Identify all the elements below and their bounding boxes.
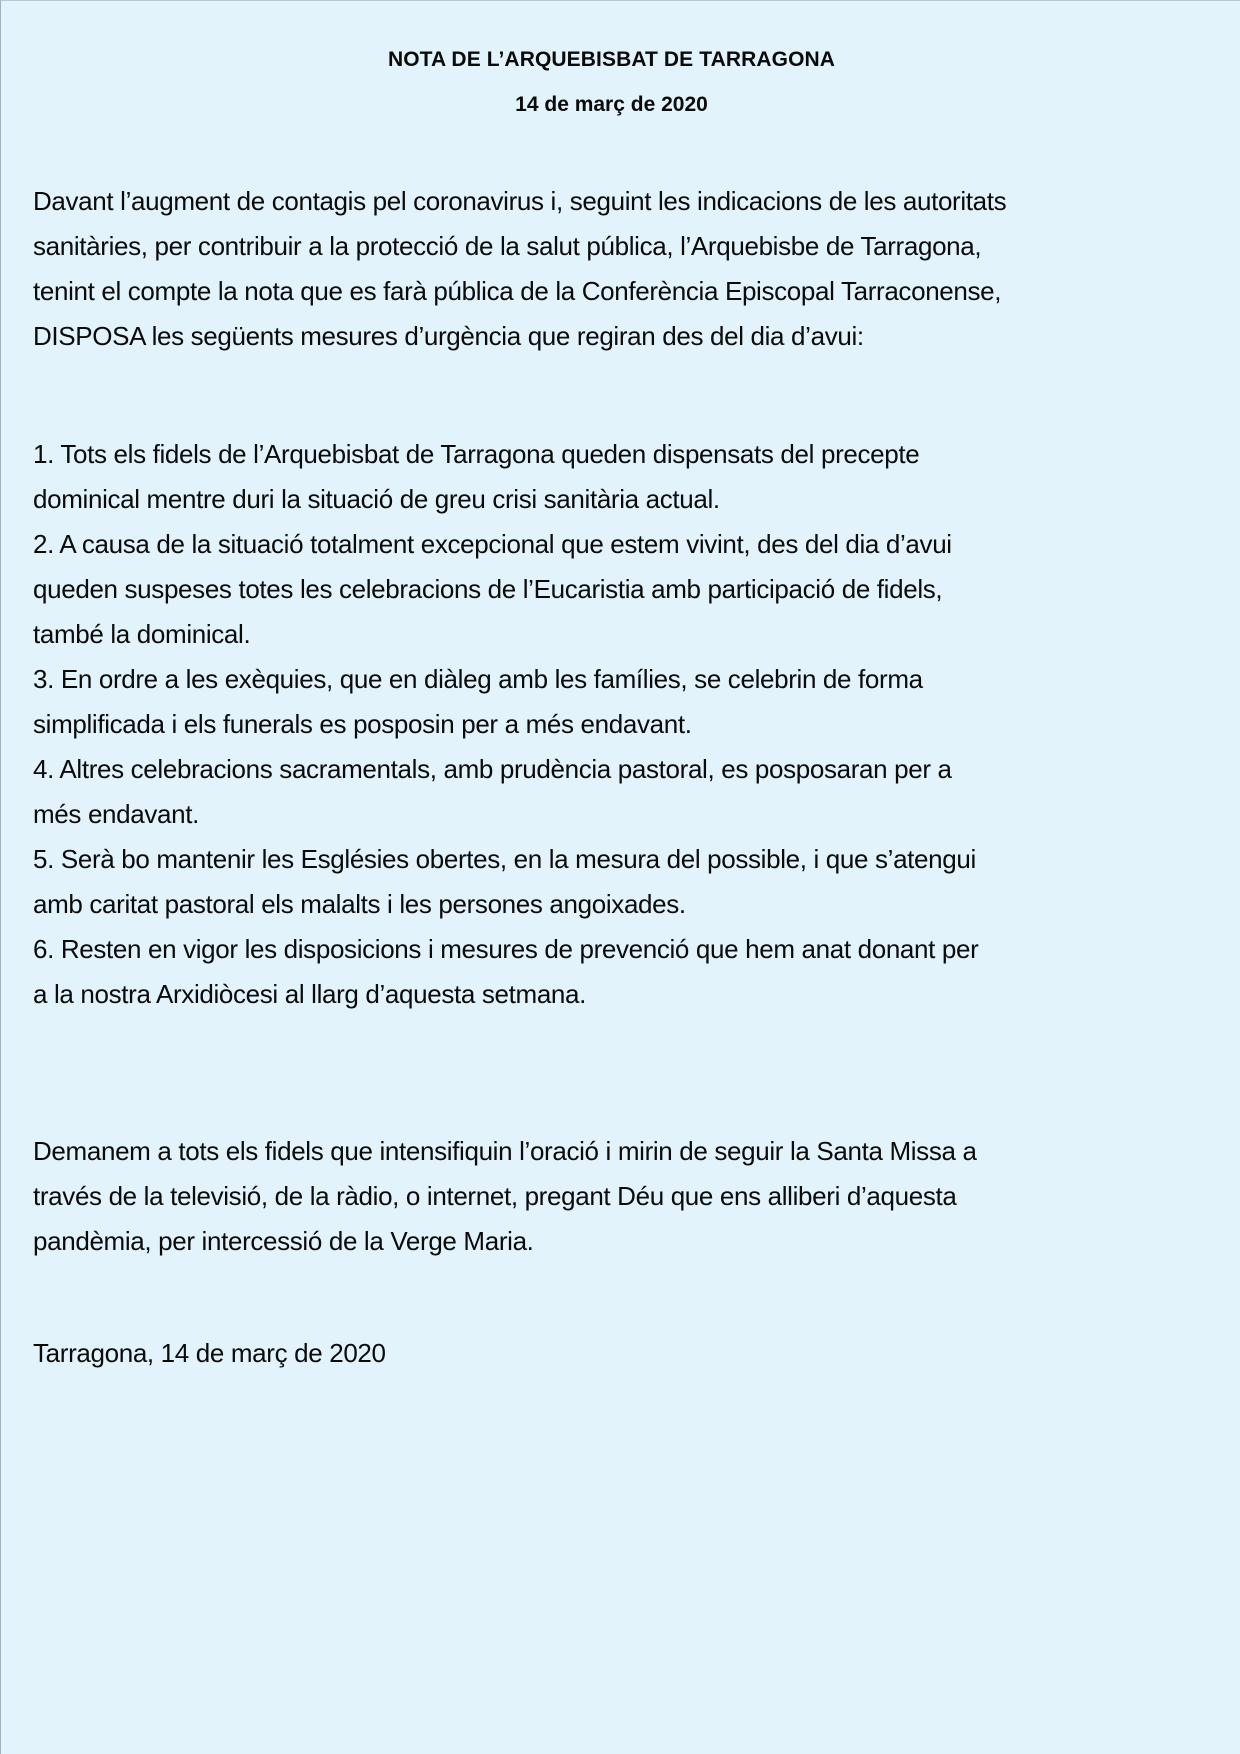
measure-1-line: 1. Tots els fidels de l’Arquebisbat de Tarragona queden dispensats del precepte	[33, 439, 920, 469]
text-line: Davant l’augment de contagis pel coronavirus i, seguint les indicacions de les autoritats	[33, 186, 1007, 216]
measure-6-line: a la nostra Arxidiòcesi al llarg d’aquesta setmana.	[33, 979, 587, 1009]
text-line: tenint el compte la nota que es farà pública de la Conferència Episcopal Tarraconense,	[33, 276, 1002, 306]
measure-2-line: també la dominical.	[33, 619, 251, 649]
text-line: través de la televisió, de la ràdio, o internet, pregant Déu que ens alliberi d’aquesta	[33, 1181, 957, 1211]
document-title: NOTA DE L’ARQUEBISBAT DE TARRAGONA	[387, 48, 836, 71]
text-line: pandèmia, per intercessió de la Verge Maria.	[33, 1226, 534, 1256]
measure-5-line: amb caritat pastoral els malalts i les persones angoixades.	[33, 889, 686, 919]
document-date: 14 de març de 2020	[515, 93, 708, 116]
measure-4-line: 4. Altres celebracions sacramentals, amb prudència pastoral, es posposaran per a	[33, 754, 952, 784]
measure-2-line: queden suspeses totes les celebracions de l’Eucaristia amb participació de fidels,	[33, 574, 943, 604]
measure-4-line: més endavant.	[33, 799, 199, 829]
measures-list	[33, 432, 1213, 1017]
measure-5-line: 5. Serà bo mantenir les Esglésies obertes, en la mesura del possible, i que s’atengui	[33, 844, 976, 874]
intro-paragraph	[33, 179, 1213, 359]
text-line: sanitàries, per contribuir a la protecció de la salut pública, l’Arquebisbe de Tarragona,	[33, 231, 982, 261]
signature-line: Tarragona, 14 de març de 2020	[33, 1338, 386, 1368]
measure-3-line: 3. En ordre a les exèquies, que en diàleg amb les famílies, se celebrin de forma	[33, 664, 923, 694]
closing-paragraph	[33, 1129, 1213, 1264]
measure-6-line: 6. Resten en vigor les disposicions i mesures de prevenció que hem anat donant per	[33, 934, 979, 964]
text-line: DISPOSA les següents mesures d’urgència que regiran des del dia d’avui:	[33, 321, 864, 351]
text-line: Demanem a tots els fidels que intensifiquin l’oració i mirin de seguir la Santa Missa a	[33, 1136, 977, 1166]
measure-3-line: simplificada i els funerals es posposin per a més endavant.	[33, 709, 692, 739]
signature-place-date	[33, 1331, 1213, 1376]
measure-1-line: dominical mentre duri la situació de greu crisi sanitària actual.	[33, 484, 720, 514]
measure-2-line: 2. A causa de la situació totalment excepcional que estem vivint, des del dia d’avui	[33, 529, 952, 559]
